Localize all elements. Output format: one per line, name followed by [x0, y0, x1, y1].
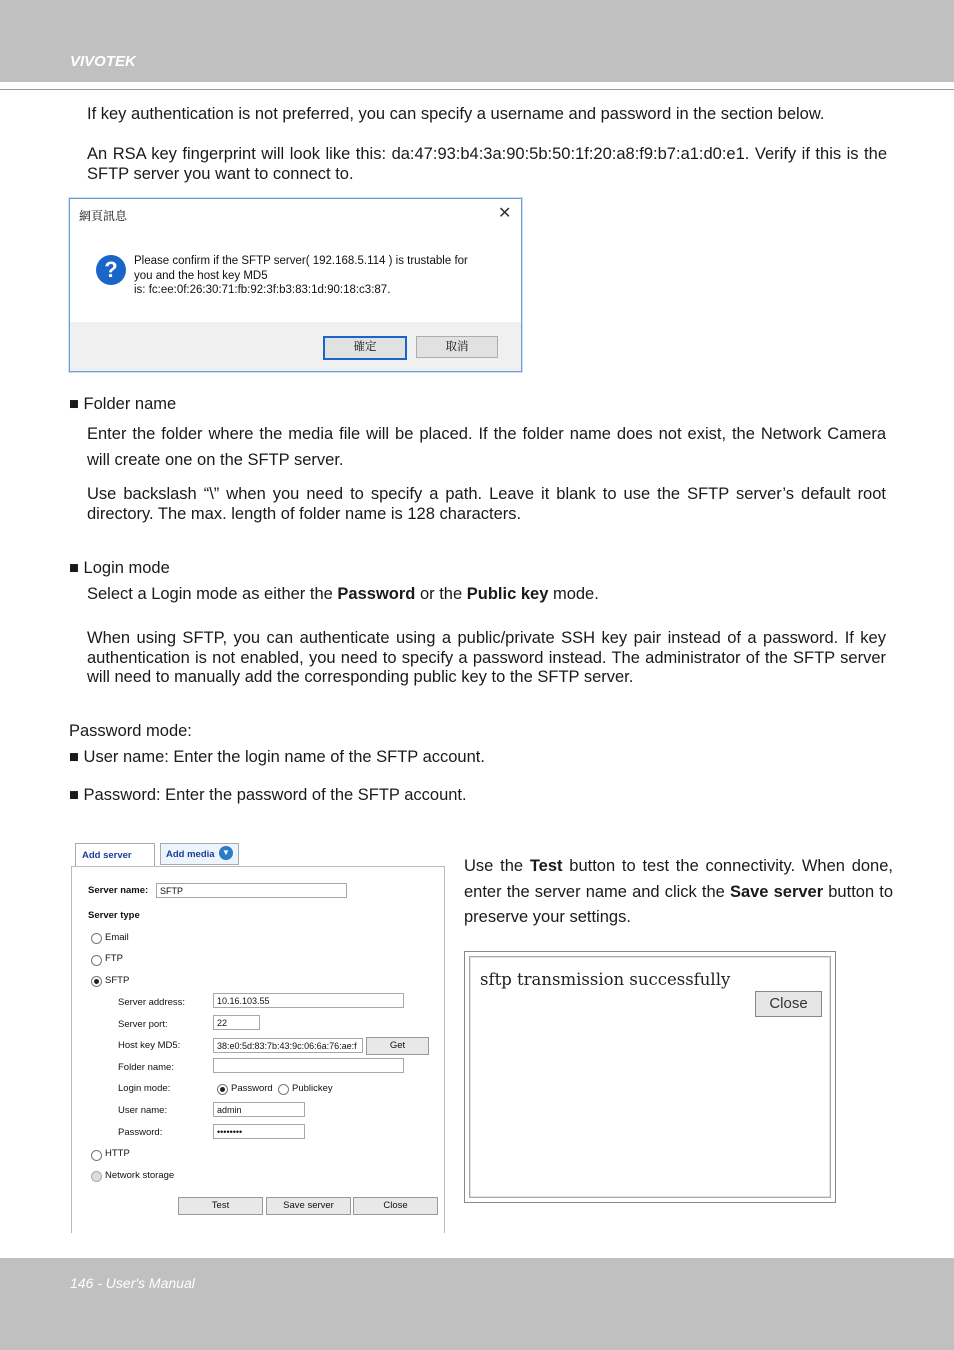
server-port-label: Server port: — [118, 1019, 168, 1030]
password-label: Password: — [118, 1127, 163, 1138]
radio-login-publickey-label: Publickey — [292, 1083, 333, 1094]
tab-add-media[interactable]: Add media — [160, 843, 239, 865]
result-message: sftp transmission successfully — [480, 970, 731, 989]
password-mode-heading: Password mode: — [69, 722, 192, 740]
dialog-title: 網頁訊息 — [79, 209, 128, 223]
radio-http[interactable] — [91, 1150, 102, 1161]
server-address-input[interactable]: 10.16.103.55 — [213, 993, 404, 1008]
save-server-button[interactable]: Save server — [266, 1197, 351, 1215]
dialog-message: Please confirm if the SFTP server( 192.168.5.114 ) is trustable for you and the host key MD5 is: fc:ee:0f:26:30:71:fb:92:3f:b3:83:1d:90:18:c3:87. — [134, 255, 468, 296]
radio-network-storage — [91, 1171, 102, 1182]
test-button[interactable]: Test — [178, 1197, 263, 1215]
folder-heading: ■ Folder name — [69, 395, 177, 413]
result-popup-inner — [469, 956, 831, 1198]
result-close-button[interactable]: Close — [755, 991, 822, 1017]
test-description: Use the Test button to test the connectivity. When done, enter the server name and click the Save server button to preserve your settings. — [464, 857, 894, 926]
login-mode-label: Login mode: — [118, 1083, 171, 1094]
question-icon: ? — [96, 255, 126, 285]
user-name-label: User name: — [118, 1105, 168, 1116]
login-paragraph-1: Select a Login mode as either the Password or the Public key mode. — [87, 585, 599, 603]
folder-paragraph-1: Enter the folder where the media file will be placed. If the folder name does not exist, the Network Camera will create one on the SFTP server. — [87, 425, 886, 469]
password-input[interactable]: •••••••• — [213, 1124, 305, 1139]
confirm-dialog — [69, 198, 522, 372]
page-number: 146 - User's Manual — [70, 1275, 195, 1291]
radio-network-storage-label: Network storage — [105, 1170, 175, 1181]
page-footer-band — [0, 1258, 954, 1350]
radio-login-publickey[interactable] — [278, 1084, 289, 1095]
radio-login-password[interactable] — [217, 1084, 228, 1095]
password-mode-user: ■ User name: Enter the login name of the SFTP account. — [69, 748, 485, 766]
header-divider — [0, 89, 954, 90]
dialog-cancel-button[interactable]: 取消 — [416, 336, 498, 358]
server-address-label: Server address: — [118, 997, 186, 1008]
result-popup — [464, 951, 836, 1203]
tab-add-server[interactable]: Add server — [75, 843, 155, 866]
dialog-ok-button[interactable]: 確定 — [323, 336, 407, 360]
get-button[interactable]: Get — [366, 1037, 429, 1055]
intro-paragraph-2: An RSA key fingerprint will look like this: da:47:93:b4:3a:90:5b:50:1f:20:a8:f9:b7:a1:d0:e1. Verify if this is the SFTP server you want to connect to. — [87, 145, 887, 183]
server-type-label: Server type — [88, 910, 140, 921]
brand-name: VIVOTEK — [70, 53, 136, 70]
radio-ftp[interactable] — [91, 955, 102, 966]
intro-paragraph-1: If key authentication is not preferred, you can specify a username and password in the section below. — [87, 105, 825, 123]
login-heading: ■ Login mode — [69, 559, 170, 577]
radio-sftp-label: SFTP — [105, 975, 130, 986]
folder-name-label: Folder name: — [118, 1062, 174, 1073]
server-name-input[interactable]: SFTP — [156, 883, 347, 898]
folder-paragraph-2: Use backslash “\” when you need to specify a path. Leave it blank to use the SFTP server’s default root directory. The max. length of folder name is 128 characters. — [87, 485, 886, 523]
radio-ftp-label: FTP — [105, 953, 123, 964]
host-key-input[interactable]: 38:e0:5d:83:7b:43:9c:06:6a:76:ae:f — [213, 1038, 363, 1053]
radio-email[interactable] — [91, 933, 102, 944]
close-button[interactable]: Close — [353, 1197, 438, 1215]
radio-http-label: HTTP — [105, 1148, 130, 1159]
host-key-label: Host key MD5: — [118, 1040, 181, 1051]
chevron-down-icon[interactable]: ▼ — [219, 846, 233, 860]
server-port-input[interactable]: 22 — [213, 1015, 260, 1030]
user-name-input[interactable]: admin — [213, 1102, 305, 1117]
password-mode-pass: ■ Password: Enter the password of the SFTP account. — [69, 786, 467, 804]
folder-name-input[interactable] — [213, 1058, 404, 1073]
radio-login-password-label: Password — [231, 1083, 273, 1094]
radio-email-label: Email — [105, 932, 129, 943]
page-header-band — [0, 0, 954, 82]
server-name-label: Server name: — [88, 885, 149, 896]
close-icon[interactable]: ✕ — [498, 205, 512, 222]
login-paragraph-2: When using SFTP, you can authenticate using a public/private SSH key pair instead of a password. If key authentication is not enabled, you need to specify a password instead. The administrator of the SFTP server will need to manually add the corresponding public key to the SFTP server. — [87, 629, 886, 686]
radio-sftp[interactable] — [91, 976, 102, 987]
